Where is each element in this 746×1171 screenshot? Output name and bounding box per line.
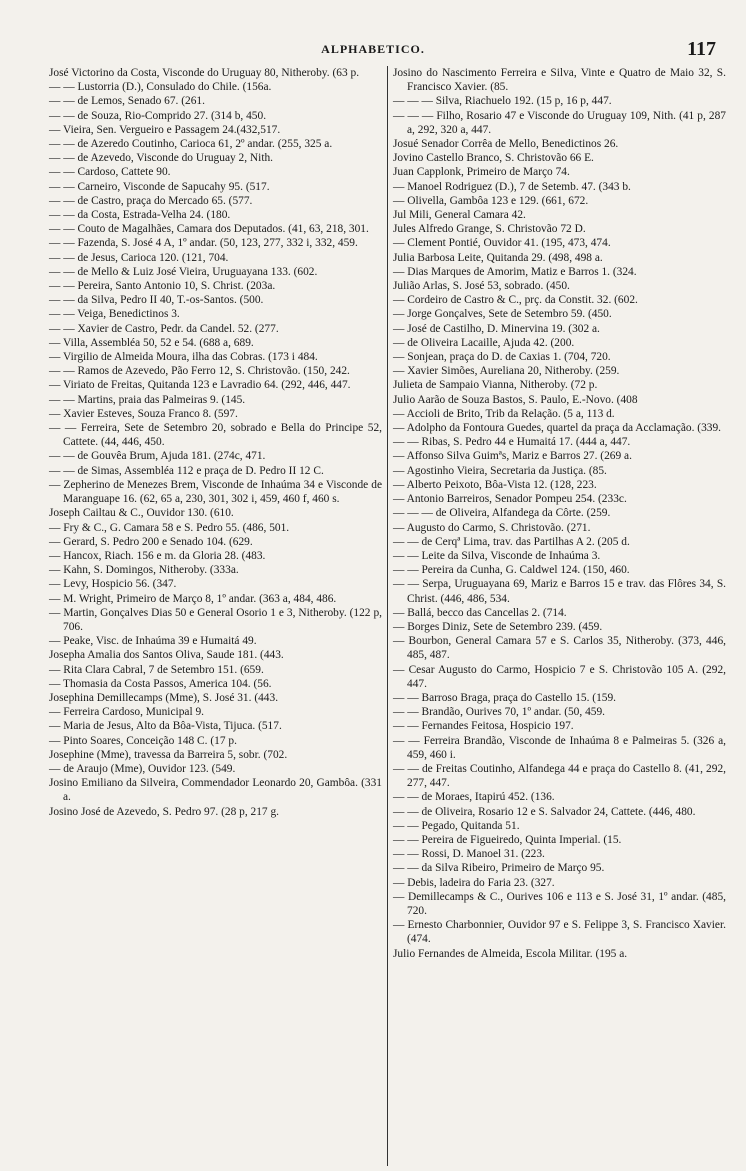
directory-entry: — Zepherino de Menezes Brem, Visconde de Inhaúma 34 e Visconde de Maranguape 16. (62, 65 a, 230, 301, 302 i, 459, 460 f, 460 s. — [49, 478, 382, 506]
directory-entry: — — — de Oliveira, Alfandega da Côrte. (259. — [393, 507, 611, 520]
directory-entry: — Maria de Jesus, Alto da Bôa-Vista, Tijuca. (517. — [49, 720, 282, 733]
directory-entry: Josino do Nascimento Ferreira e Silva, Vinte e Quatro de Maio 32, S. Francisco Xavier. (85. — [393, 67, 726, 94]
directory-entry: — — Pereira de Figueiredo, Quinta Imperial. (15. — [393, 833, 622, 846]
directory-entry: — — de Moraes, Itapirú 452. (136. — [393, 791, 555, 804]
directory-entry: — Cordeiro de Castro & C., prç. da Constit. 32. (602. — [393, 294, 638, 307]
directory-entry: — Villa, Assembléa 50, 52 e 54. (688 a, 689. — [49, 336, 254, 349]
directory-entry: — Manoel Rodriguez (D.), 7 de Setemb. 47. (343 b. — [393, 180, 631, 193]
directory-entry: — Olivella, Gambôa 123 e 129. (661, 672. — [393, 194, 589, 207]
directory-entry: — — da Silva Ribeiro, Primeiro de Março 95. — [393, 862, 605, 875]
directory-entry: — — Barroso Braga, praça do Castello 15. (159. — [393, 691, 617, 704]
directory-entry: — — Ramos de Azevedo, Pão Ferro 12, S. Christovão. (150, 242. — [49, 365, 350, 378]
directory-entry: — — de Jesus, Carioca 120. (121, 704. — [49, 251, 229, 264]
directory-entry: José Victorino da Costa, Visconde do Uruguay 80, Nitheroby. (63 p. — [49, 67, 360, 79]
directory-entry: Julia Barbosa Leite, Quitanda 29. (498, 498 a. — [393, 251, 603, 264]
directory-entry: — Augusto do Carmo, S. Christovão. (271. — [393, 521, 591, 534]
directory-entry: — — Cardoso, Cattete 90. — [49, 166, 171, 179]
directory-entry: — — Pereira da Cunha, G. Caldwel 124. (150, 460. — [393, 564, 630, 577]
directory-entry: — Vieira, Sen. Vergueiro e Passagem 24.(432,517. — [49, 123, 281, 136]
directory-entry: — — — Silva, Riachuelo 192. (15 p, 16 p, 447. — [393, 95, 612, 108]
directory-entry: — — de Freitas Coutinho, Alfandega 44 e praça do Castello 8. (41, 292, 277, 447. — [393, 762, 726, 790]
directory-entry: Josué Senador Corrêa de Mello, Benedictinos 26. — [393, 138, 619, 151]
directory-entry: Juan Capplonk, Primeiro de Março 74. — [393, 166, 570, 179]
directory-entry: — — Veiga, Benedictinos 3. — [49, 308, 180, 321]
directory-entry: — — de Azeredo Coutinho, Carioca 61, 2º andar. (255, 325 a. — [49, 138, 333, 151]
directory-entry: — Ferreira Cardoso, Municipal 9. — [49, 706, 205, 719]
directory-entry: — — Pereira, Santo Antonio 10, S. Christ. (203a. — [49, 280, 276, 293]
directory-entry: — Dias Marques de Amorim, Matiz e Barros 1. (324. — [393, 265, 637, 278]
directory-entry: — — de Mello & Luiz José Vieira, Uruguayana 133. (602. — [49, 265, 318, 278]
directory-entry: — Kahn, S. Domingos, Nitheroby. (333a. — [49, 564, 239, 577]
directory-entry: — — Leite da Silva, Visconde de Inhaúma 3. — [393, 549, 601, 562]
directory-entry: — de Araujo (Mme), Ouvidor 123. (549. — [49, 762, 236, 775]
directory-entry: — — de Lemos, Senado 67. (261. — [49, 95, 205, 108]
directory-entry: Josepha Amalia dos Santos Oliva, Saude 181. (443. — [49, 649, 284, 662]
directory-entry: — Rita Clara Cabral, 7 de Setembro 151. (659. — [49, 663, 264, 676]
directory-entry: — Pinto Soares, Conceição 148 C. (17 p. — [49, 734, 237, 747]
directory-entry: — — de Castro, praça do Mercado 65. (577. — [49, 194, 253, 207]
directory-entry: Josino José de Azevedo, S. Pedro 97. (28 p, 217 g. — [49, 805, 280, 818]
page-number: 117 — [687, 38, 716, 60]
directory-entry: — — Ribas, S. Pedro 44 e Humaitá 17. (444 a, 447. — [393, 436, 631, 449]
page-header — [0, 38, 746, 64]
directory-entry: Jules Alfredo Grange, S. Christovão 72 D. — [393, 223, 586, 236]
directory-entry: Julieta de Sampaio Vianna, Nitheroby. (72 p. — [393, 379, 598, 392]
directory-entry: — — de Azevedo, Visconde do Uruguay 2, Nith. — [49, 152, 274, 165]
directory-entry: — — Fazenda, S. José 4 A, 1º andar. (50, 123, 277, 332 i, 332, 459. — [49, 237, 358, 250]
directory-entry: — Bourbon, General Camara 57 e S. Carlos 35, Nitheroby. (373, 446, 485, 487. — [393, 635, 726, 662]
directory-entry: — Ballá, becco das Cancellas 2. (714. — [393, 606, 567, 619]
directory-entry: — Jorge Gonçalves, Sete de Setembro 59. (450. — [393, 308, 612, 321]
directory-entry: — Alberto Peixoto, Bôa-Vista 12. (128, 223. — [393, 478, 597, 491]
directory-entry: — — Martins, praia das Palmeiras 9. (145. — [49, 393, 246, 406]
directory-entry: — — Xavier de Castro, Pedr. da Candel. 52. (277. — [49, 322, 279, 335]
directory-entry: — — Couto de Magalhães, Camara dos Deputados. (41, 63, 218, 301. — [49, 223, 369, 236]
directory-entry: — — de Simas, Assembléa 112 e praça de D. Pedro II 12 C. — [49, 464, 324, 477]
directory-entry: — Debis, ladeira do Faria 23. (327. — [393, 876, 555, 889]
directory-entry: — — Ferreira Brandão, Visconde de Inhaúma 8 e Palmeiras 5. (326 a, 459, 460 i. — [393, 734, 726, 761]
directory-entry: — — Ferreira, Sete de Setembro 20, sobrado e Bella do Principe 52, Cattete. (44, 446, 450. — [49, 422, 382, 449]
directory-entry: — Virgilio de Almeida Moura, ilha das Cobras. (173 i 484. — [49, 351, 318, 364]
directory-entry: — Sonjean, praça do D. de Caxias 1. (704, 720. — [393, 351, 611, 364]
directory-entry: — — de Oliveira, Rosario 12 e S. Salvador 24, Cattete. (446, 480. — [393, 805, 696, 818]
directory-entry: — Borges Diniz, Sete de Setembro 239. (459. — [393, 620, 603, 633]
directory-entry: — — de Souza, Rio-Comprido 27. (314 b, 450. — [49, 109, 267, 122]
directory-entry: Jovino Castello Branco, S. Christovão 66 E. — [393, 152, 594, 165]
directory-entry: — Peake, Visc. de Inhaúma 39 e Humaitá 49. — [49, 635, 257, 648]
directory-entry: — Thomasia da Costa Passos, America 104. (56. — [49, 677, 272, 690]
directory-entry: — — Pegado, Quitanda 51. — [393, 819, 520, 832]
directory-entry: — Demillecamps & C., Ourives 106 e 113 e S. José 31, 1º andar. (485, 720. — [393, 890, 726, 917]
directory-entry: — Xavier Esteves, Souza Franco 8. (597. — [49, 407, 238, 420]
directory-entry: — — da Costa, Estrada-Velha 24. (180. — [49, 209, 231, 222]
directory-entry: Josephine (Mme), travessa da Barreira 5, sobr. (702. — [49, 748, 288, 761]
directory-entry: Joseph Cailtau & C., Ouvidor 130. (610. — [49, 507, 234, 520]
directory-entry: — Ernesto Charbonnier, Ouvidor 97 e S. Felippe 3, S. Francisco Xavier. (474. — [393, 919, 726, 946]
directory-entry: — — Brandão, Ourives 70, 1º andar. (50, 459. — [393, 706, 606, 719]
directory-entry: Julio Fernandes de Almeida, Escola Militar. (195 a. — [393, 947, 628, 960]
directory-entry: Julião Arlas, S. José 53, sobrado. (450. — [393, 280, 570, 293]
directory-entry: — Viriato de Freitas, Quitanda 123 e Lavradio 64. (292, 446, 447. — [49, 379, 351, 392]
directory-entry: Josephina Demillecamps (Mme), S. José 31. (443. — [49, 691, 279, 704]
directory-entry: — Xavier Simões, Aureliana 20, Nitheroby. (259. — [393, 365, 620, 378]
directory-entry: — Gerard, S. Pedro 200 e Senado 104. (629. — [49, 535, 253, 548]
right-column — [388, 66, 729, 1166]
directory-entry: — — da Silva, Pedro II 40, T.-os-Santos. (500. — [49, 294, 264, 307]
directory-entry: — Agostinho Vieira, Secretaria da Justiça. (85. — [393, 464, 607, 477]
page-title: ALPHABETICO. — [321, 42, 425, 56]
directory-entry: — — de Gouvêa Brum, Ajuda 181. (274c, 471. — [49, 450, 266, 463]
directory-entry: — — Fernandes Feitosa, Hospicio 197. — [393, 720, 574, 733]
directory-entry: Josino Emiliano da Silveira, Commendador Leonardo 20, Gambôa. (331 a. — [49, 777, 382, 804]
directory-entry: — M. Wright, Primeiro de Março 8, 1º andar. (363 a, 484, 486. — [49, 592, 337, 605]
directory-entry: — Affonso Silva Guimªs, Mariz e Barros 27. (269 a. — [393, 450, 632, 463]
directory-entry: Julio Aarão de Souza Bastos, S. Paulo, E.-Novo. (408 — [393, 393, 638, 406]
directory-entry: — Adolpho da Fontoura Guedes, quartel da praça da Acclamação. (339. — [393, 422, 722, 435]
directory-entry: Jul Mili, General Camara 42. — [393, 209, 526, 222]
directory-entry: — Accioli de Brito, Trib da Relação. (5 a, 113 d. — [393, 407, 615, 420]
directory-entry: — — Rossi, D. Manoel 31. (223. — [393, 848, 545, 861]
directory-entry: — Levy, Hospicio 56. (347. — [49, 578, 177, 591]
directory-entry: — de Oliveira Lacaille, Ajuda 42. (200. — [393, 336, 575, 349]
directory-entry: — — Serpa, Uruguayana 69, Mariz e Barros 15 e trav. das Flôres 34, S. Christ. (446, 486, 534. — [393, 578, 726, 605]
directory-entry: — Hancox, Riach. 156 e m. da Gloria 28. (483. — [49, 549, 266, 562]
left-column — [46, 66, 388, 1166]
directory-entry: — — de Cerqª Lima, trav. das Partilhas A 2. (205 d. — [393, 535, 630, 548]
directory-columns — [46, 66, 738, 1166]
directory-entry: — Martin, Gonçalves Dias 50 e General Osorio 1 e 3, Nitheroby. (122 p, 706. — [49, 606, 382, 633]
directory-entry: — Fry & C., G. Camara 58 e S. Pedro 55. (486, 501. — [49, 521, 290, 534]
directory-entry: — Clement Pontié, Ouvidor 41. (195, 473, 474. — [393, 237, 611, 250]
directory-entry: — — — Filho, Rosario 47 e Visconde do Uruguay 109, Nith. (41 p, 287 a, 292, 320 a, 447. — [393, 109, 726, 136]
directory-entry: — Antonio Barreiros, Senador Pompeu 254. (233c. — [393, 493, 627, 506]
directory-entry: — José de Castilho, D. Minervina 19. (302 a. — [393, 322, 600, 335]
directory-entry: — — Carneiro, Visconde de Sapucahy 95. (517. — [49, 180, 270, 193]
directory-entry: — Cesar Augusto do Carmo, Hospicio 7 e S. Christovão 105 A. (292, 447. — [393, 663, 726, 690]
directory-entry: — — Lustorria (D.), Consulado do Chile. (156a. — [49, 81, 272, 94]
